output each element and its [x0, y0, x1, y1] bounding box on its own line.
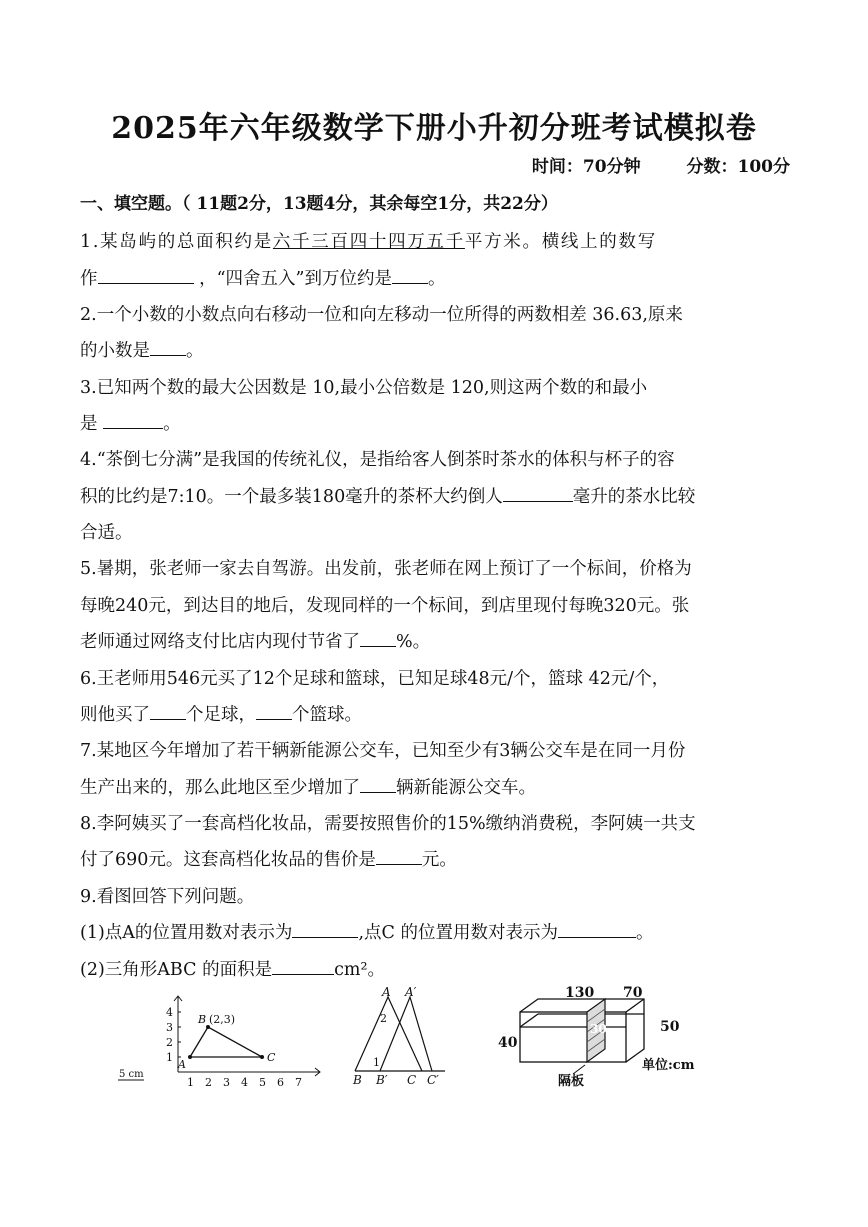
- question-7-line-1: 7.某地区今年增加了若干辆新能源公交车，已知至少有3辆公交车是在同一月份: [80, 741, 686, 761]
- q9-text: cm²。: [334, 960, 385, 980]
- q3-text: 是: [80, 414, 98, 434]
- question-5-line-3: [80, 628, 795, 653]
- figure-tank-with-partition: [495, 985, 715, 1090]
- partition-wall: [573, 999, 605, 1074]
- unit-label: 单位:cm: [642, 1058, 695, 1073]
- question-9-part-1: [80, 919, 795, 944]
- partition-height-label: 30: [590, 1022, 607, 1036]
- label-a-prime: A′: [405, 985, 417, 999]
- page-title: 2025年六年级数学下册小升初分班考试模拟卷: [111, 111, 757, 146]
- question-4-line-3: 合适。: [80, 523, 133, 543]
- q7-text: 生产出来的，那么此地区至少增加了: [80, 778, 360, 798]
- y-tick: 1: [166, 1051, 173, 1064]
- label-c: C: [267, 1051, 276, 1064]
- label-b: B: [353, 1073, 362, 1087]
- question-9-part-2: [80, 956, 795, 981]
- exam-time: 时间：70分钟: [531, 157, 641, 177]
- figure-overlapping-triangles: [345, 985, 450, 1090]
- q8-text: 付了690元。这套高档化妆品的售价是: [80, 850, 376, 870]
- answer-blank[interactable]: [392, 282, 428, 284]
- question-1-line-2: [80, 265, 795, 290]
- label-a: A: [178, 1058, 186, 1071]
- q1-text: 作: [80, 269, 98, 289]
- q2-text: 的小数是: [80, 341, 150, 361]
- q9-text: (1)点A的位置用数对表示为: [80, 923, 293, 943]
- q1-text: 1.某岛屿的总面积约是: [80, 232, 273, 252]
- point-a: [188, 1055, 192, 1059]
- x-tick: 5: [259, 1076, 266, 1089]
- height-label-50: 50: [660, 1019, 680, 1035]
- q2-text: 。: [186, 341, 204, 361]
- x-tick: 4: [241, 1076, 248, 1089]
- answer-blank[interactable]: [98, 282, 194, 284]
- q1-number: 六千三百四十四万五千: [272, 232, 465, 252]
- answer-blank[interactable]: [376, 863, 422, 865]
- x-tick: 7: [295, 1076, 302, 1089]
- exam-score: 分数：100分: [686, 157, 790, 177]
- question-4-line-2: [80, 483, 795, 508]
- x-tick: 2: [205, 1076, 212, 1089]
- x-tick: 6: [277, 1076, 284, 1089]
- question-5-line-1: 5.暑期，张老师一家去自驾游。出发前，张老师在网上预订了一个标间，价格为: [80, 559, 692, 579]
- q6-text: 则他买了: [80, 705, 150, 725]
- answer-blank[interactable]: [272, 973, 334, 975]
- width-label-130: 130: [565, 985, 595, 1001]
- question-6-line-2: [80, 701, 795, 726]
- q4-text: 毫升的茶水比较: [572, 487, 696, 507]
- question-7-line-2: [80, 774, 795, 799]
- q9-text: 。: [635, 923, 654, 943]
- y-tick: 2: [166, 1036, 173, 1049]
- partition-label: 隔板: [558, 1074, 585, 1089]
- answer-blank[interactable]: [503, 500, 573, 502]
- q6-text: 个篮球。: [292, 705, 362, 725]
- answer-blank[interactable]: [103, 427, 163, 429]
- x-tick: 1: [187, 1076, 194, 1089]
- scale-label: 5 cm: [119, 1069, 144, 1080]
- height-label-40: 40: [498, 1035, 518, 1051]
- exam-meta: [492, 152, 790, 177]
- answer-blank[interactable]: [256, 718, 292, 720]
- label-c-prime: C′: [427, 1073, 439, 1087]
- point-c: [260, 1055, 264, 1059]
- x-tick: 3: [223, 1076, 230, 1089]
- q7-text: 辆新能源公交车。: [396, 778, 536, 798]
- figure-coordinate-triangle: [110, 992, 325, 1092]
- label-b-coordinate: (2,3): [209, 1013, 236, 1026]
- triangle-abc: [190, 1027, 262, 1057]
- y-tick: 4: [166, 1006, 173, 1019]
- question-4-line-1: 4.“茶倒七分满”是我国的传统礼仪，是指给客人倒茶时茶水的体积与杯子的容: [80, 450, 675, 470]
- question-5-line-2: 每晚240元，到达目的地后，发现同样的一个标间，到店里现付每晚320元。张: [80, 596, 690, 616]
- answer-blank[interactable]: [360, 791, 396, 793]
- section-heading: 一、填空题。（ 11题2分，13题4分，其余每空1分，共22分）: [80, 194, 558, 214]
- question-2-line-1: 2.一个小数的小数点向右移动一位和向左移动一位所得的两数相差 36.63,原来: [80, 305, 683, 325]
- question-3-line-1: 3.已知两个数的最大公因数是 10,最小公倍数是 120,则这两个数的和最小: [80, 378, 648, 398]
- q9-text: ,点C 的位置用数对表示为: [358, 923, 558, 943]
- question-1-line-1: [80, 228, 795, 253]
- answer-blank[interactable]: [150, 718, 186, 720]
- label-b-prime: B′: [376, 1073, 388, 1087]
- q3-text: 。: [163, 414, 181, 434]
- q9-text: (2)三角形ABC 的面积是: [80, 960, 273, 980]
- angle-2-label: 2: [380, 1012, 387, 1025]
- q6-text: 个足球，: [186, 705, 256, 725]
- q1-text: ，“四舍五入”到万位约是: [199, 269, 392, 289]
- answer-blank[interactable]: [558, 936, 636, 938]
- question-3-line-2: [80, 410, 795, 435]
- question-9-line-1: 9.看图回答下列问题。: [80, 887, 255, 907]
- q5-text: %。: [396, 632, 431, 652]
- label-a: A: [382, 985, 391, 999]
- label-c: C: [407, 1073, 417, 1087]
- question-2-line-2: [80, 337, 795, 362]
- label-b: B: [198, 1013, 207, 1026]
- q1-text: 平方米。横线上的数写: [464, 232, 657, 252]
- q8-text: 元。: [421, 850, 457, 870]
- q4-text: 积的比约是7:10。一个最多装180毫升的茶杯大约倒人: [80, 487, 503, 507]
- answer-blank[interactable]: [292, 936, 358, 938]
- answer-blank[interactable]: [150, 354, 186, 356]
- q1-text: 。: [427, 269, 446, 289]
- question-8-line-1: 8.李阿姨买了一套高档化妆品，需要按照售价的15%缴纳消费税，李阿姨一共支: [80, 814, 696, 834]
- answer-blank[interactable]: [360, 645, 396, 647]
- width-label-70: 70: [623, 985, 643, 1001]
- question-8-line-2: [80, 846, 795, 871]
- angle-1-label: 1: [373, 1056, 380, 1069]
- question-6-line-1: 6.王老师用546元买了12个足球和篮球，已知足球48元/个，篮球 42元/个，: [80, 669, 670, 689]
- y-tick: 3: [166, 1021, 173, 1034]
- q5-text: 老师通过网络支付比店内现付节省了: [80, 632, 360, 652]
